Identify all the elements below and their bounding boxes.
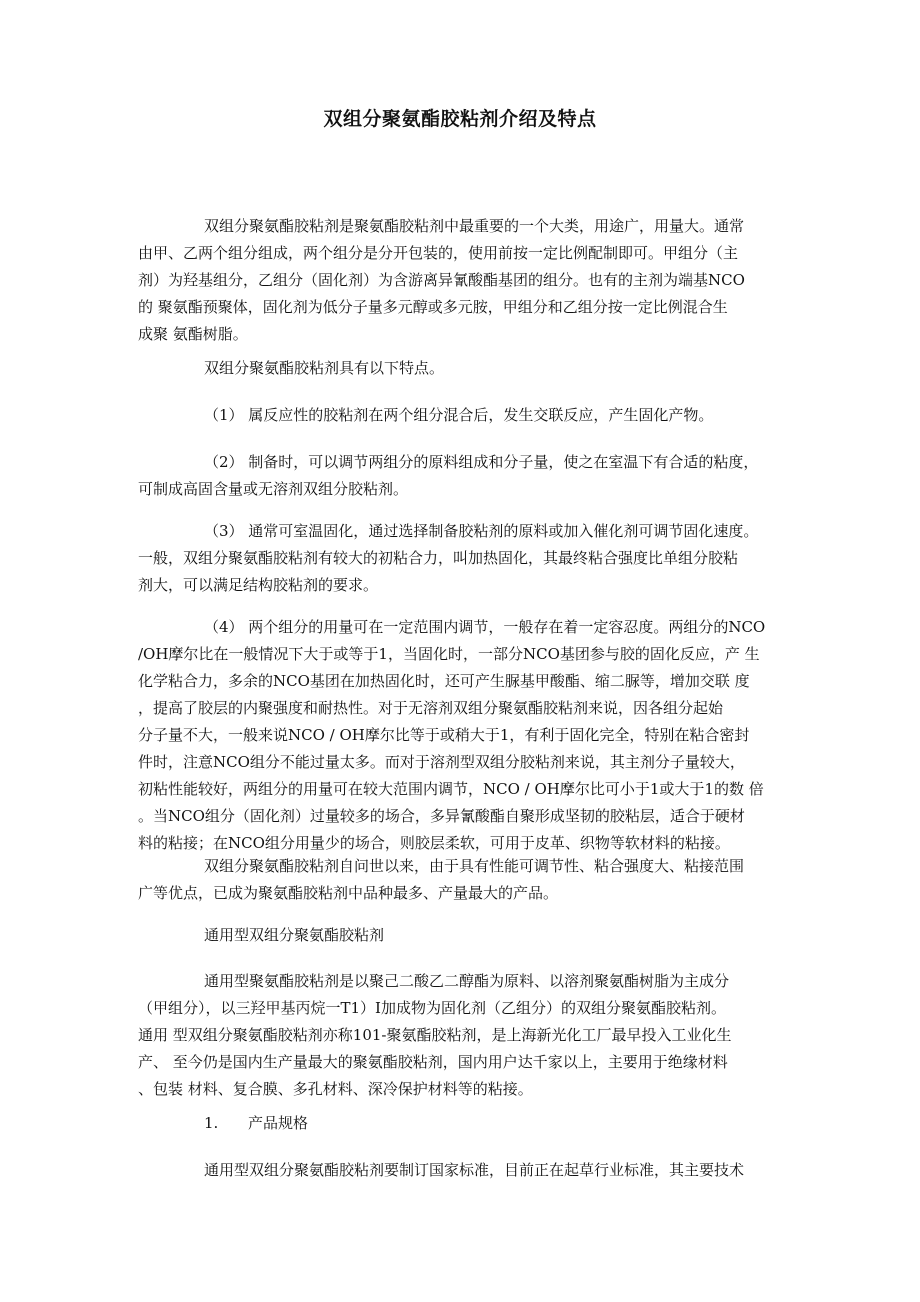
paragraph-line: （甲组分），以三羟甲基丙烷一T1）I加成物为固化剂（乙组分）的双组分聚氨酯胶粘剂。 <box>138 999 726 1017</box>
paragraph-line: 广等优点，已成为聚氨酯胶粘剂中品种最多、产量最大的产品。 <box>138 884 559 902</box>
paragraph-line: （4） 两个组分的用量可在一定范围内调节，一般存在着一定容忍度。两组分的NCO <box>204 618 766 636</box>
paragraph-line: 产、 至今仍是国内生产量最大的聚氨酯胶粘剂，国内用户达千家以上，主要用于绝缘材料 <box>138 1053 728 1071</box>
heading-text: 通用型双组分聚氨酯胶粘剂 <box>204 926 385 944</box>
paragraph-line: 通用型双组分聚氨酯胶粘剂要制订国家标准，目前正在起草行业标准，其主要技术 <box>204 1161 745 1179</box>
paragraph-line: 。当NCO组分（固化剂）过量较多的场合，多异氰酸酯自聚形成坚韧的胶粘层，适合于硬材 <box>138 807 745 825</box>
paragraph-line: 初粘性能较好，两组分的用量可在较大范围内调节，NCO / OH摩尔比可小于1或大于1的数 倍 <box>138 780 764 798</box>
paragraph-general-purpose <box>138 968 794 1103</box>
paragraph-line: 成聚 氨酯树脂。 <box>138 325 248 343</box>
paragraph-line: 、包装 材料、复合膜、多孔材料、深冷保护材料等的粘接。 <box>138 1080 533 1098</box>
paragraph-summary <box>138 853 794 907</box>
paragraph-line: （3） 通常可室温固化，通过选择制备胶粘剂的原料或加入催化剂可调节固化速度。 <box>204 522 759 540</box>
paragraph-intro <box>138 213 794 348</box>
paragraph-line: 通用 型双组分聚氨酯胶粘剂亦称101-聚氨酯胶粘剂，是上海新光化工厂最早投入工业化生 <box>138 1026 732 1044</box>
paragraph-feature-4 <box>138 614 794 857</box>
paragraph-feature-1 <box>138 402 794 429</box>
document-title: 双组分聚氨酯胶粘剂介绍及特点 <box>323 108 597 130</box>
paragraph-line: 剂）为羟基组分，乙组分（固化剂）为含游离异氰酸酯基团的组分。也有的主剂为端基NCO <box>138 271 745 289</box>
paragraph-line: 一般，双组分聚氨酯胶粘剂有较大的初粘合力，叫加热固化，其最终粘合强度比单组分胶粘 <box>138 549 739 567</box>
paragraph-line: 由甲、乙两个组分组成，两个组分是分开包装的，使用前按一定比例配制即可。甲组分（主 <box>138 244 739 262</box>
paragraph-line: 的 聚氨酯预聚体，固化剂为低分子量多元醇或多元胺，甲组分和乙组分按一定比例混合生 <box>138 298 728 316</box>
paragraph-line: 双组分聚氨酯胶粘剂是聚氨酯胶粘剂中最重要的一个大类，用途广，用量大。通常 <box>204 217 745 235</box>
paragraph-line: 可制成高固含量或无溶剂双组分胶粘剂。 <box>138 480 409 498</box>
paragraph-line: 化学粘合力，多余的NCO基团在加热固化时，还可产生脲基甲酸酯、缩二脲等，增加交联 度 <box>138 672 750 690</box>
paragraph-line: 双组分聚氨酯胶粘剂自问世以来，由于具有性能可调节性、粘合强度大、粘接范围 <box>204 857 745 875</box>
list-label: 产品规格 <box>248 1114 309 1132</box>
paragraph-line: （2） 制备时，可以调节两组分的原料组成和分子量，使之在室温下有合适的粘度， <box>204 453 759 471</box>
list-item-product-spec <box>138 1110 794 1137</box>
paragraph-feature-2 <box>138 449 794 503</box>
paragraph-line: /OH摩尔比在一般情况下大于或等于1，当固化时，一部分NCO基团参与胶的固化反应，产 生 <box>138 645 760 663</box>
paragraph-product-spec <box>138 1157 794 1184</box>
paragraph-line: 分子量不大，一般来说NCO / OH摩尔比等于或稍大于1，有利于固化完全，特别在粘合密封 <box>138 726 750 744</box>
paragraph-line: 剂大，可以满足结构胶粘剂的要求。 <box>138 576 379 594</box>
section-heading <box>138 922 794 949</box>
paragraph-line: 通用型聚氨酯胶粘剂是以聚己二酸乙二醇酯为原料、以溶剂聚氨酯树脂为主成分 <box>204 972 730 990</box>
paragraph-line: ，提高了胶层的内聚强度和耐热性。对于无溶剂双组分聚氨酯胶粘剂来说，因各组分起始 <box>138 699 724 717</box>
paragraph-feature-3 <box>138 518 794 599</box>
paragraph-features-intro <box>138 355 794 382</box>
list-number: 1. <box>204 1114 219 1132</box>
paragraph-line: 料的粘接；在NCO组分用量少的场合，则胶层柔软，可用于皮革、织物等软材料的粘接。 <box>138 834 730 852</box>
paragraph-line: （1） 属反应性的胶粘剂在两个组分混合后，发生交联反应，产生固化产物。 <box>204 406 714 424</box>
paragraph-line: 件时，注意NCO组分不能过量太多。而对于溶剂型双组分胶粘剂来说，其主剂分子量较大， <box>138 753 745 771</box>
paragraph-line: 双组分聚氨酯胶粘剂具有以下特点。 <box>204 359 445 377</box>
